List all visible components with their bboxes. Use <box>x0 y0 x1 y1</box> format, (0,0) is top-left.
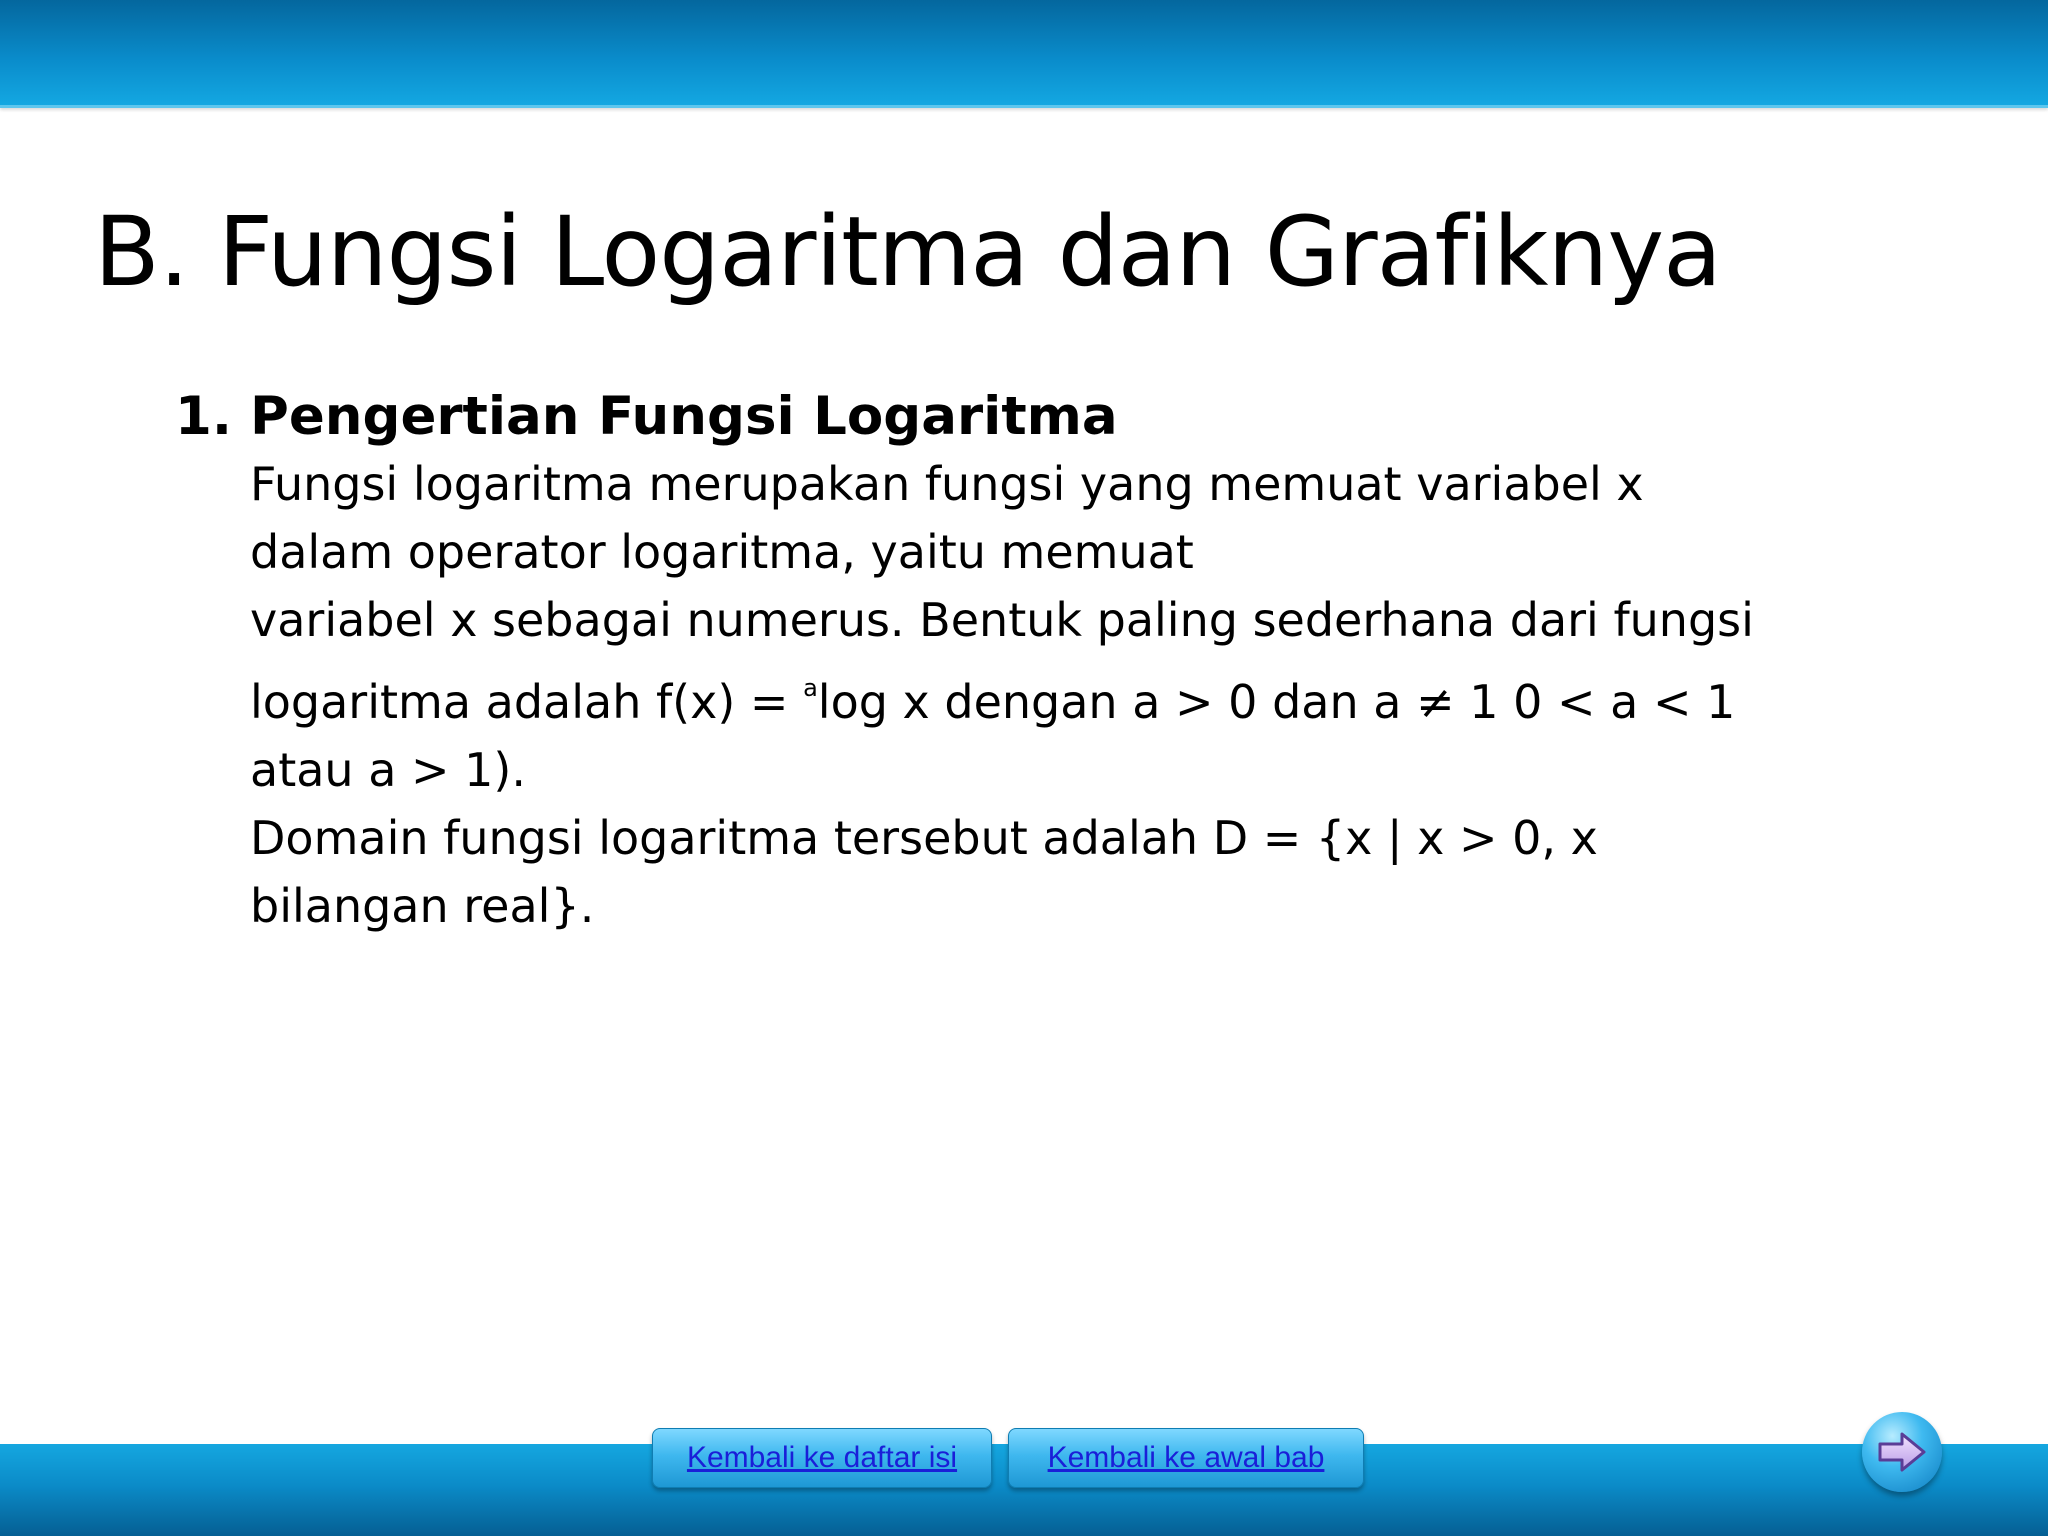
body-line: atau a > 1). <box>250 743 526 798</box>
body-line: Fungsi logaritma merupakan fungsi yang memuat variabel x <box>250 457 1644 512</box>
body-line: Domain fungsi logaritma tersebut adalah D = {x | x > 0, x <box>250 811 1598 866</box>
back-to-toc-link[interactable]: Kembali ke daftar isi <box>686 1441 958 1474</box>
back-to-chapter-button[interactable] <box>1008 1428 1364 1488</box>
list-item-heading <box>175 384 1775 450</box>
arrow-right-icon <box>1876 1430 1928 1474</box>
slide-title: B. Fungsi Logaritma dan Grafiknya <box>94 196 1721 308</box>
list-item-body <box>250 450 1775 940</box>
list-item-number: 1. <box>175 386 233 447</box>
back-to-chapter-link[interactable]: Kembali ke awal bab <box>1047 1441 1325 1474</box>
log-base-superscript: a <box>803 674 818 703</box>
section-heading: Pengertian Fungsi Logaritma <box>250 386 1118 447</box>
next-slide-button[interactable] <box>1862 1412 1942 1492</box>
body-line: dalam operator logaritma, yaitu memuat <box>250 525 1194 580</box>
slide-content <box>175 384 1775 940</box>
back-to-toc-button[interactable] <box>652 1428 992 1488</box>
body-line: bilangan real}. <box>250 879 595 934</box>
body-line: variabel x sebagai numerus. Bentuk paling sederhana dari fungsi <box>250 593 1754 648</box>
formula-suffix: log x dengan a > 0 dan a ≠ 1 0 < a < 1 <box>817 675 1736 730</box>
header-band <box>0 0 2048 108</box>
formula-line <box>250 654 1775 736</box>
formula-prefix: logaritma adalah f(x) = <box>250 675 804 730</box>
